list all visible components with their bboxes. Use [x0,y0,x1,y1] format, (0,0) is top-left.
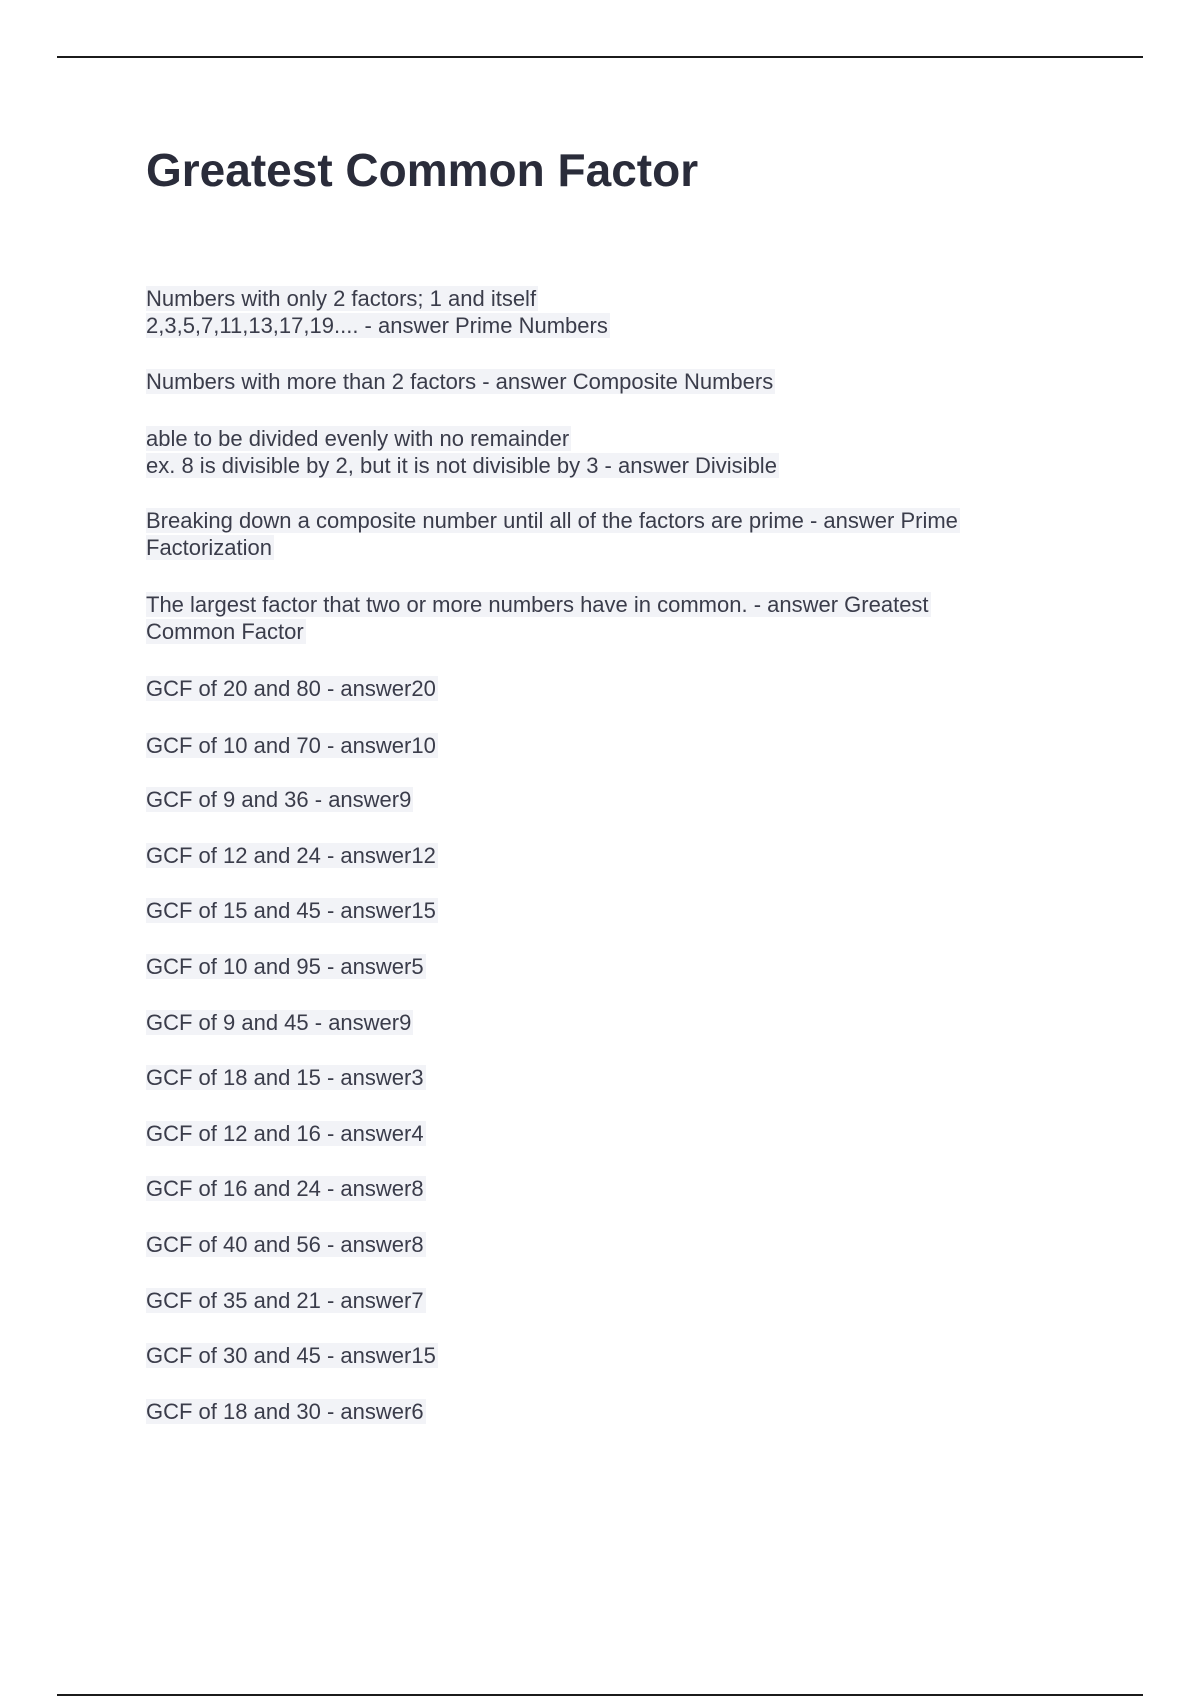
flashcard-gcf-30-45 [146,1342,438,1369]
card-line: Numbers with only 2 factors; 1 and itself [146,286,537,311]
flashcard-gcf-9-36 [146,786,413,813]
flashcard-gcf-15-45 [146,897,438,924]
flashcard-gcf-12-24 [146,842,438,869]
flashcard-gcf-35-21 [146,1287,426,1314]
card-line: GCF of 18 and 30 - answer6 [146,1399,424,1424]
flashcard-gcf-10-95 [146,953,426,980]
flashcard-greatest-common-factor [146,591,931,645]
flashcard-gcf-9-45 [146,1009,413,1036]
card-line: GCF of 30 and 45 - answer15 [146,1343,436,1368]
flashcard-gcf-18-30 [146,1398,426,1425]
card-line: Breaking down a composite number until all of the factors are prime - answer Prime [146,508,958,533]
flashcard-gcf-20-80 [146,675,438,702]
card-line: able to be divided evenly with no remainder [146,426,570,451]
card-line: GCF of 18 and 15 - answer3 [146,1065,424,1090]
flashcard-composite-numbers [146,368,775,395]
flashcard-gcf-10-70 [146,732,438,759]
card-line: 2,3,5,7,11,13,17,19.... - answer Prime Numbers [146,313,608,338]
flashcard-gcf-12-16 [146,1120,426,1147]
card-line: GCF of 35 and 21 - answer7 [146,1288,424,1313]
card-line: GCF of 9 and 45 - answer9 [146,1010,412,1035]
flashcard-gcf-18-15 [146,1064,426,1091]
card-line: GCF of 15 and 45 - answer15 [146,898,436,923]
card-line: Factorization [146,535,272,560]
card-line: GCF of 16 and 24 - answer8 [146,1176,424,1201]
card-line: GCF of 10 and 95 - answer5 [146,954,424,979]
page-title: Greatest Common Factor [146,144,699,196]
flashcard-divisible [146,425,779,479]
card-line: Numbers with more than 2 factors - answer Composite Numbers [146,369,774,394]
flashcard-prime-numbers [146,285,610,339]
card-line: GCF of 40 and 56 - answer8 [146,1232,424,1257]
card-line: The largest factor that two or more numbers have in common. - answer Greatest [146,592,929,617]
card-line: ex. 8 is divisible by 2, but it is not divisible by 3 - answer Divisible [146,453,777,478]
flashcard-gcf-40-56 [146,1231,426,1258]
card-line: Common Factor [146,619,304,644]
bottom-rule [57,1694,1143,1696]
card-line: GCF of 20 and 80 - answer20 [146,676,436,701]
flashcard-gcf-16-24 [146,1175,426,1202]
card-line: GCF of 10 and 70 - answer10 [146,733,436,758]
card-line: GCF of 12 and 24 - answer12 [146,843,436,868]
card-line: GCF of 9 and 36 - answer9 [146,787,412,812]
card-line: GCF of 12 and 16 - answer4 [146,1121,424,1146]
flashcard-prime-factorization [146,507,960,561]
top-rule [57,56,1143,58]
